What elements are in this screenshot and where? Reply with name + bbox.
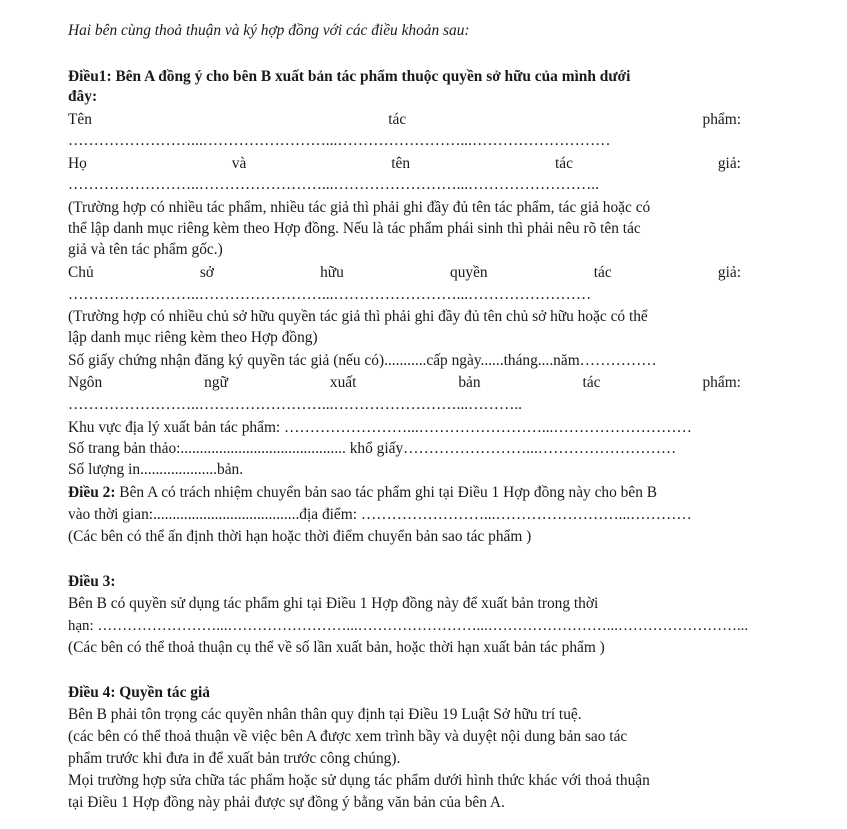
note-multiple-works-end: giả và tên tác phẩm gốc.) — [68, 241, 223, 258]
word: ngữ — [204, 374, 228, 391]
word: bản — [458, 374, 481, 391]
word: tác — [554, 155, 573, 172]
word: phẩm: — [702, 374, 741, 391]
article-2-text: Bên A có trách nhiệm chuyển bản sao tác phẩm ghi tại Điều 1 Hợp đồng này cho bên B — [115, 484, 658, 501]
article-4-text: Bên B phải tôn trọng các quyền nhân thân quy định tại Điều 19 Luật Sở hữu trí tuệ. — [68, 706, 582, 723]
word: quyền — [450, 264, 488, 281]
language-field-label — [68, 373, 741, 393]
article-3-text-cont: hạn: ……………………...……………………...……………………...……………………...……………………... — [68, 618, 749, 634]
word: giả: — [717, 264, 741, 281]
region-line: Khu vực địa lý xuất bản tác phẩm: ……………………...……………………...……………………… — [68, 419, 692, 436]
note-multiple-owners-cont: lập danh mục riêng kèm theo Hợp đồng) — [68, 329, 318, 346]
article-3-note: (Các bên có thể thoả thuận cụ thể về số lần xuất bản, hoặc thời hạn xuất bản tác phẩm ) — [68, 639, 605, 656]
article-3-label: Điều 3: — [68, 573, 116, 590]
article-4-text-2: Mọi trường hợp sửa chữa tác phẩm hoặc sử dụng tác phẩm dưới hình thức khác với thoả thuận — [68, 772, 650, 789]
word: Họ — [68, 155, 87, 172]
word: tác — [582, 374, 601, 391]
word: Tên — [68, 111, 92, 128]
article-1-title: Điều1: Bên A đồng ý cho bên B xuất bản tác phẩm thuộc quyền sở hữu của mình dưới — [68, 68, 631, 85]
copies-line: Số lượng in....................bản. — [68, 461, 244, 478]
note-multiple-works: (Trường hợp có nhiều tác phẩm, nhiều tác giả thì phải ghi đầy đủ tên tác phẩm, tác giả hoặc có — [68, 199, 651, 216]
author-blank: ……………………..……………………...……………………...…………………….. — [68, 176, 599, 193]
article-4-title: Điều 4: Quyền tác giả — [68, 684, 210, 701]
note-multiple-works-cont: thể lập danh mục riêng kèm theo Hợp đồng. Nếu là tác phẩm phái sinh thì phải nêu rõ tên tác — [68, 220, 641, 237]
intro-line: Hai bên cùng thoả thuận và ký hợp đồng với các điều khoản sau: — [68, 22, 470, 39]
word: tên — [391, 155, 411, 172]
article-2-line — [68, 483, 741, 503]
article-2-note: (Các bên có thể ấn định thời hạn hoặc thời điểm chuyển bản sao tác phẩm ) — [68, 528, 532, 545]
owner-field-label — [68, 263, 741, 283]
article-4-note: (các bên có thể thoả thuận về việc bên A được xem trình bầy và duyệt nội dung bản sao tác — [68, 728, 628, 745]
word: tác — [388, 111, 407, 128]
article-1-title-cont: đây: — [68, 88, 98, 105]
article-2-label: Điều 2: — [68, 484, 116, 501]
word: Chủ — [68, 264, 94, 281]
word: sở — [199, 264, 214, 281]
word: phẩm: — [702, 111, 741, 128]
work-name-field-label — [68, 110, 741, 130]
pages-line: Số trang bản thảo:........................................... khổ giấy……………………...……………………… — [68, 440, 677, 457]
word: xuất — [329, 374, 357, 391]
word: hữu — [320, 264, 344, 281]
word: giả: — [717, 155, 741, 172]
article-4-note-cont: phẩm trước khi đưa in để xuất bản trước công chúng). — [68, 750, 401, 767]
language-blank: ……………………..……………………...……………………...……….. — [68, 396, 523, 413]
article-3-text: Bên B có quyền sử dụng tác phẩm ghi tại Điều 1 Hợp đồng này để xuất bản trong thời — [68, 595, 599, 612]
work-name-blank: ……………………...……………………...……………………...……………………… — [68, 132, 611, 149]
owner-blank: ……………………..……………………...……………………...…………………… — [68, 286, 592, 303]
word: Ngôn — [68, 374, 103, 391]
article-2-line-cont: vào thời gian:......................................địa điểm: ……………………...……………………...………… — [68, 506, 692, 523]
note-multiple-owners: (Trường hợp có nhiều chủ sở hữu quyền tác giả thì phải ghi đầy đủ tên chủ sở hữu hoặc có thể — [68, 308, 648, 325]
article-4-text-2-cont: tại Điều 1 Hợp đồng này phải được sự đồng ý bằng văn bản của bên A. — [68, 794, 505, 811]
word: và — [231, 155, 247, 172]
certificate-line: Số giấy chứng nhận đăng ký quyền tác giả (nếu có)...........cấp ngày......tháng....năm…………… — [68, 352, 657, 369]
author-field-label — [68, 154, 741, 174]
word: tác — [593, 264, 612, 281]
